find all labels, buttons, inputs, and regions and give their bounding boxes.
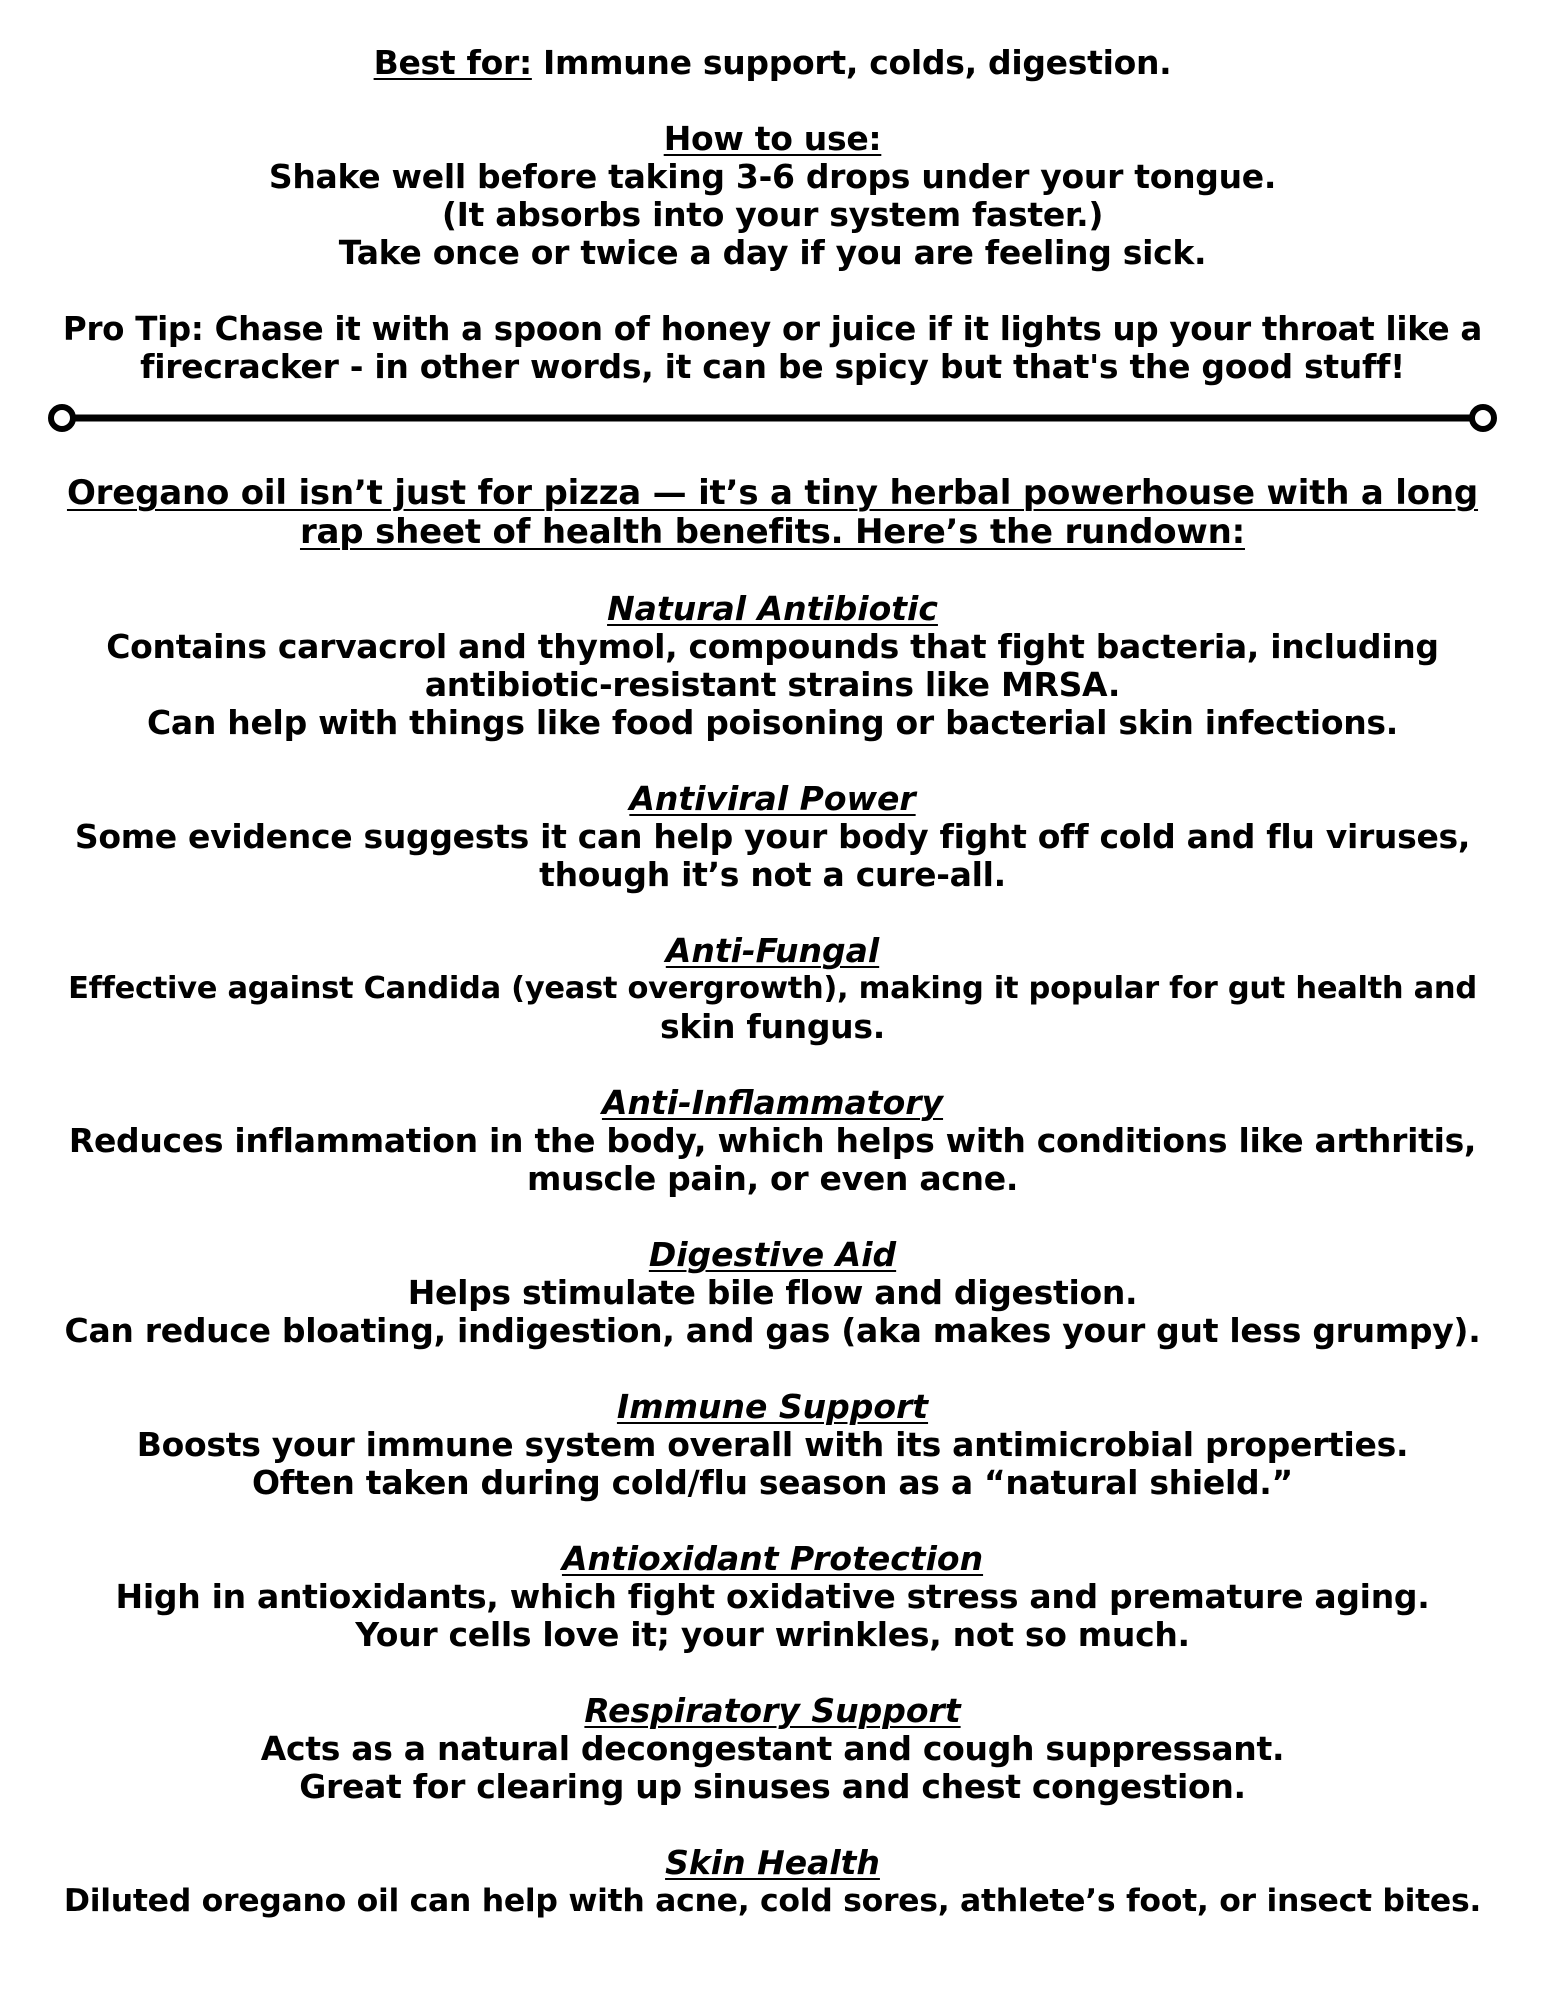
benefit-text: Can help with things like food poisoning or bacterial skin infections. xyxy=(147,703,1398,742)
benefit-text: Some evidence suggests it can help your body fight off cold and flu viruses, xyxy=(74,817,1471,856)
benefit-title: Antioxidant Protection xyxy=(561,1539,984,1578)
benefit-skin-health xyxy=(60,1844,1485,1920)
benefit-text: Your cells love it; your wrinkles, not so much. xyxy=(355,1615,1190,1654)
benefit-text: though it’s not a cure-all. xyxy=(539,855,1006,894)
benefit-text: Effective against Candida (yeast overgrowth), making it popular for gut health and xyxy=(68,971,1477,1006)
best-for-label: Best for: xyxy=(373,43,532,82)
benefit-respiratory-support xyxy=(60,1692,1485,1806)
benefit-text: High in antioxidants, which fight oxidative stress and premature aging. xyxy=(115,1577,1430,1616)
benefit-antioxidant-protection xyxy=(60,1540,1485,1654)
how-to-use-line: Shake well before taking 3-6 drops under your tongue. xyxy=(268,157,1277,196)
benefit-text: Helps stimulate bile flow and digestion. xyxy=(407,1273,1138,1312)
divider-line-with-circles xyxy=(36,398,1509,438)
benefit-natural-antibiotic xyxy=(60,590,1485,742)
pro-tip-line: firecracker - in other words, it can be spicy but that's the good stuff! xyxy=(140,347,1405,386)
benefit-text: Can reduce bloating, indigestion, and gas (aka makes your gut less grumpy). xyxy=(64,1311,1481,1350)
benefit-text: Contains carvacrol and thymol, compounds that fight bacteria, including xyxy=(106,627,1439,666)
benefit-text: Diluted oregano oil can help with acne, cold sores, athlete’s foot, or insect bites. xyxy=(63,1883,1482,1919)
best-for-line xyxy=(60,44,1485,82)
benefit-immune-support xyxy=(60,1388,1485,1502)
benefit-title: Digestive Aid xyxy=(648,1235,897,1274)
benefit-text: Boosts your immune system overall with its antimicrobial properties. xyxy=(136,1425,1409,1464)
benefit-text: skin fungus. xyxy=(660,1007,885,1046)
benefit-anti-inflammatory xyxy=(60,1084,1485,1198)
how-to-use-line: Take once or twice a day if you are feeling sick. xyxy=(338,233,1207,272)
benefit-title: Respiratory Support xyxy=(584,1691,961,1730)
section-divider xyxy=(60,398,1485,438)
benefit-anti-fungal xyxy=(60,932,1485,1046)
benefit-text: antibiotic-resistant strains like MRSA. xyxy=(424,665,1121,704)
benefit-text: muscle pain, or even acne. xyxy=(526,1159,1019,1198)
benefit-title: Skin Health xyxy=(665,1843,880,1882)
benefit-text: Great for clearing up sinuses and chest congestion. xyxy=(299,1767,1246,1806)
pro-tip-line: Pro Tip: Chase it with a spoon of honey or juice if it lights up your throat like a xyxy=(62,310,1483,348)
how-to-use-line: (It absorbs into your system faster.) xyxy=(441,195,1104,234)
benefit-text: Reduces inflammation in the body, which helps with conditions like arthritis, xyxy=(68,1121,1477,1160)
intro-line: Oregano oil isn’t just for pizza — it’s a tiny herbal powerhouse with a long xyxy=(66,473,1479,513)
how-to-use-label: How to use: xyxy=(663,119,882,158)
benefit-title: Antiviral Power xyxy=(629,779,916,818)
best-for-text: Immune support, colds, digestion. xyxy=(531,43,1172,82)
benefit-antiviral-power xyxy=(60,780,1485,894)
benefit-text: Often taken during cold/flu season as a “natural shield.” xyxy=(252,1463,1293,1502)
benefit-title: Anti-Fungal xyxy=(665,931,880,970)
benefit-digestive-aid xyxy=(60,1236,1485,1350)
intro-line: rap sheet of health benefits. Here’s the rundown: xyxy=(299,512,1245,552)
benefit-title: Anti-Inflammatory xyxy=(601,1083,944,1122)
benefit-title: Natural Antibiotic xyxy=(607,589,938,628)
benefit-text: Acts as a natural decongestant and cough suppressant. xyxy=(260,1729,1285,1768)
benefit-title: Immune Support xyxy=(616,1387,929,1426)
